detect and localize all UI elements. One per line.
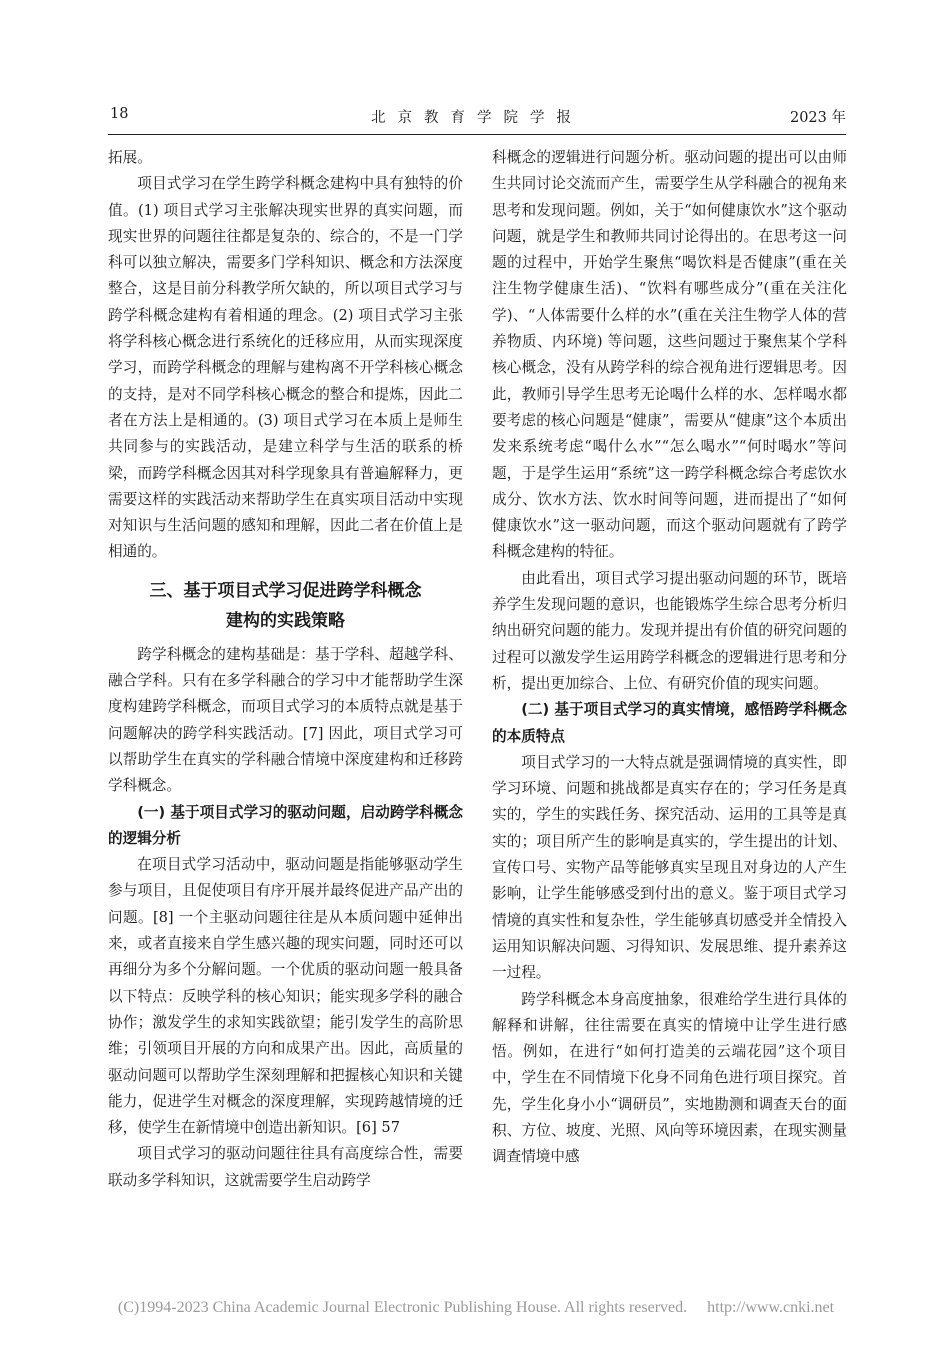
page-number: 18: [110, 106, 129, 122]
section-heading-line-2: 建构的实践策略: [226, 610, 345, 631]
paragraph: 由此看出，项目式学习提出驱动问题的环节，既培养学生发现问题的意识，也能锻炼学生综合思考分析归纳出研究问题的能力。发现并提出有价值的研究问题的过程可以激发学生运用跨学科概念的逻辑进行思考和分析，提出更加综合、上位、有研究价值的现实问题。: [492, 569, 847, 692]
section-heading: [108, 576, 463, 636]
right-column: [492, 145, 847, 1171]
page-header: [108, 104, 846, 135]
paragraph: 跨学科概念的建构基础是：基于学科、超越学科、融合学科。只有在多学科融合的学习中才能帮助学生深度构建跨学科概念，而项目式学习的本质特点就是基于问题解决的跨学科实践活动。[7] 因此，项目式学习可以帮助学生在真实的学科融合情境中深度建构和迁移跨学科概念。: [108, 645, 463, 795]
paragraph: 项目式学习的一大特点就是强调情境的真实性，即学习环境、问题和挑战都是真实存在的；学习任务是真实的，学生的实践任务、探究活动、运用的工具等是真实的；项目所产生的影响是真实的，学生提出的计划、宣传口号、实物产品等能够真实呈现且对身边的人产生影响，让学生能够感受到付出的意义。鉴于项目式学习情境的真实性和复杂性，学生能够真切感受并全情投入运用知识解决问题、习得知识、发展思维、提升素养这一过程。: [492, 753, 847, 982]
publication-year: 2023 年: [789, 110, 846, 126]
subsection-heading: (二) 基于项目式学习的真实情境，感悟跨学科概念的本质特点: [492, 701, 847, 745]
copyright-footer: [0, 1299, 952, 1317]
cnki-link[interactable]: http://www.cnki.net: [707, 1299, 835, 1316]
paragraph: 科概念的逻辑进行问题分析。驱动问题的提出可以由师生共同讨论交流而产生，需要学生从学科融合的视角来思考和发现问题。例如，关于“如何健康饮水”这个驱动问题，就是学生和教师共同讨论得出的。在思考这一问题的过程中，开始学生聚焦“喝饮料是否健康”(重在关注生物学健康生活)、“饮料有哪些成分”(重在关注化学)、“人体需要什么样的水”(重在关注生物学人体的营养物质、内环境) 等问题，这些问题过于聚焦某个学科核心概念，没有从跨学科的综合视角进行逻辑思考。因此，教师引导学生思考无论喝什么样的水、怎样喝水都要考虑的核心问题是“健康”，需要从“健康”这个本质出发来系统考虑“喝什么水”“怎么喝水”“何时喝水”等问题，于是学生运用“系统”这一跨学科概念综合考虑饮水成分、饮水方法、饮水时间等问题，进而提出了“如何健康饮水”这一驱动问题，而这个驱动问题就有了跨学科概念建构的特征。: [492, 149, 847, 561]
copyright-text: (C)1994-2023 China Academic Journal Electronic Publishing House. All rights reserved.: [117, 1299, 688, 1316]
paragraph: 拓展。: [108, 149, 152, 166]
paragraph: 在项目式学习活动中，驱动问题是指能够驱动学生参与项目，且促使项目有序开展并最终促进产品产出的问题。[8] 一个主驱动问题往往是从本质问题中延伸出来，或者直接来自学生感兴趣的现实问题，同时还可以再细分为多个分解问题。一个优质的驱动问题一般具备以下特点：反映学科的核心知识；能实现多学科的融合协作；激发学生的求知实践欲望；能引发学生的高阶思维；引领项目开展的方向和成果产出。因此，高质量的驱动问题可以帮助学生深刻理解和把握核心知识和关键能力，促进学生对概念的深度理解，实现跨越情境的迁移，使学生在新情境中创造出新知识。[6] 57: [108, 856, 463, 1137]
subsection-heading: (一) 基于项目式学习的驱动问题，启动跨学科概念的逻辑分析: [108, 803, 463, 847]
section-heading-line-1: 三、基于项目式学习促进跨学科概念: [149, 580, 422, 601]
paragraph: 项目式学习在学生跨学科概念建构中具有独特的价值。(1) 项目式学习主张解决现实世界的真实问题，而现实世界的问题往往都是复杂的、综合的，不是一门学科可以独立解决，需要多门学科知识、概念和方法深度整合，这是目前分科教学所欠缺的，所以项目式学习与跨学科概念建构有着相通的理念。(2) 项目式学习主张将学科核心概念进行系统化的迁移应用，从而实现深度学习，而跨学科概念的理解与建构离不开学科核心概念的支持，是对不同学科核心概念的整合和提炼，因此二者在方法上是相通的。(3) 项目式学习在本质上是师生共同参与的实践活动，是建立科学与生活的联系的桥梁，而跨学科概念因其对科学现象具有普遍解释力，更需要这样的实践活动来帮助学生在真实项目活动中实现对知识与生活问题的感知和理解，因此二者在价值上是相通的。: [108, 175, 463, 561]
paragraph: 项目式学习的驱动问题往往具有高度综合性，需要联动多学科知识，这就需要学生启动跨学: [108, 1145, 463, 1189]
journal-name: 北京教育学院学报: [371, 110, 583, 126]
left-column: [108, 145, 463, 1194]
paragraph: 跨学科概念本身高度抽象，很难给学生进行具体的解释和讲解，往往需要在真实的情境中让学生进行感悟。例如，在进行“如何打造美的云端花园”这个项目中，学生在不同情境下化身不同角色进行项目探究。首先，学生化身小小“调研员”，实地勘测和调查天台的面积、方位、坡度、光照、风向等环境因素，在现实测量调查情境中感: [492, 990, 847, 1166]
